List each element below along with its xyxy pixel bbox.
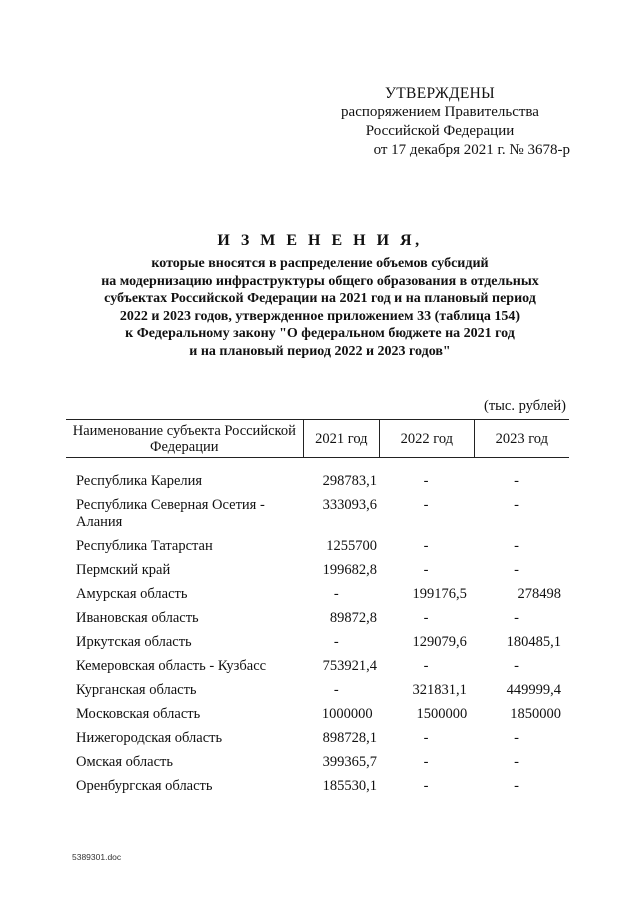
value-2021: -	[333, 586, 339, 602]
region-name: Курганская область	[76, 682, 197, 698]
table-row	[66, 754, 569, 771]
value-2022: -	[423, 562, 429, 578]
region-name: Республика Северная Осетия - Алания	[76, 497, 265, 530]
region-name: Нижегородская область	[76, 730, 223, 746]
value-2023: -	[514, 473, 519, 489]
region-name: Иркутская область	[76, 634, 192, 650]
value-2022: 1500000	[416, 706, 468, 722]
value-2023: 1850000	[510, 706, 561, 722]
document-description	[60, 255, 580, 360]
value-2021: 333093,6	[322, 497, 377, 513]
table-row	[66, 497, 569, 531]
approval-line-2: Российской Федерации	[365, 123, 515, 139]
value-2023: 278498	[517, 586, 562, 602]
value-2021: 1255700	[326, 538, 377, 554]
value-2021: 753921,4	[322, 658, 377, 674]
value-2021: 399365,7	[322, 754, 377, 770]
table-row	[66, 706, 569, 723]
table-row	[66, 658, 569, 675]
value-2023: -	[514, 562, 519, 578]
header-2021: 2021 год	[303, 420, 380, 457]
value-2023: -	[514, 610, 519, 626]
value-2021: 199682,8	[322, 562, 377, 578]
value-2023: -	[514, 658, 519, 674]
value-2022: -	[423, 497, 429, 513]
table-body	[66, 473, 569, 795]
region-name: Омская область	[76, 754, 173, 770]
region-name: Пермский край	[76, 562, 171, 578]
description-line: субъектах Российской Федерации на 2021 год и на плановый период	[104, 291, 536, 306]
file-name: 5389301.doc	[72, 852, 122, 862]
description-line: на модернизацию инфраструктуры общего образования в отдельных	[101, 273, 539, 289]
region-name: Амурская область	[76, 586, 188, 602]
region-name: Республика Татарстан	[76, 538, 213, 554]
value-2023: 449999,4	[506, 682, 562, 698]
header-2022: 2022 год	[379, 420, 473, 457]
region-name: Республика Карелия	[76, 473, 203, 489]
value-2022: -	[423, 610, 429, 626]
document-title: И З М Е Н Е Н И Я,	[217, 232, 423, 249]
table-row	[66, 610, 569, 627]
value-2022: -	[423, 778, 429, 794]
document-heading	[60, 232, 580, 360]
value-2022: 199176,5	[412, 586, 467, 602]
value-2022: -	[423, 730, 429, 746]
table-row	[66, 730, 569, 747]
value-2023: -	[514, 730, 519, 746]
value-2022: 321831,1	[412, 682, 467, 698]
value-2021: -	[333, 634, 339, 650]
region-name: Оренбургская область	[76, 778, 213, 794]
table-row	[66, 473, 569, 490]
value-2022: 129079,6	[412, 634, 467, 650]
subsidy-table	[66, 419, 569, 802]
table-row	[66, 562, 569, 579]
table-row	[66, 586, 569, 603]
approval-title: УТВЕРЖДЕНЫ	[385, 85, 495, 102]
value-2021: 298783,1	[322, 473, 377, 489]
description-line: и на плановый период 2022 и 2023 годов"	[189, 343, 451, 359]
value-2023: -	[514, 778, 519, 794]
value-2022: -	[423, 658, 429, 674]
region-name: Ивановская область	[76, 610, 199, 626]
description-line: к Федеральному закону "О федеральном бюджете на 2021 год	[125, 326, 515, 341]
value-2021: 898728,1	[322, 730, 377, 746]
description-line: которые вносятся в распределение объемов субсидий	[151, 256, 489, 271]
value-2022: -	[423, 538, 429, 554]
table-header	[66, 419, 569, 458]
header-region: Наименование субъекта Российской Федерации	[72, 422, 296, 455]
value-2023: -	[514, 538, 519, 554]
unit-label: (тыс. рублей)	[484, 398, 566, 414]
value-2021: 89872,8	[329, 610, 377, 626]
value-2021: 1000000	[321, 706, 373, 722]
header-2023: 2023 год	[474, 420, 569, 457]
table-row	[66, 538, 569, 555]
approval-block	[310, 84, 570, 160]
value-2023: -	[514, 754, 519, 770]
region-name: Кемеровская область - Кузбасс	[76, 658, 267, 674]
approval-line-3: от 17 декабря 2021 г. № 3678-р	[373, 142, 570, 158]
description-line: 2022 и 2023 годов, утвержденное приложением 33 (таблица 154)	[119, 308, 521, 324]
value-2022: -	[423, 754, 429, 770]
table-row	[66, 778, 569, 795]
table-row	[66, 634, 569, 651]
value-2023: -	[514, 497, 519, 513]
region-name: Московская область	[76, 706, 201, 722]
table-row	[66, 682, 569, 699]
value-2022: -	[423, 473, 429, 489]
approval-line-1: распоряжением Правительства	[341, 104, 539, 120]
value-2023: 180485,1	[506, 634, 562, 650]
value-2021: -	[333, 682, 339, 698]
value-2021: 185530,1	[322, 778, 377, 794]
